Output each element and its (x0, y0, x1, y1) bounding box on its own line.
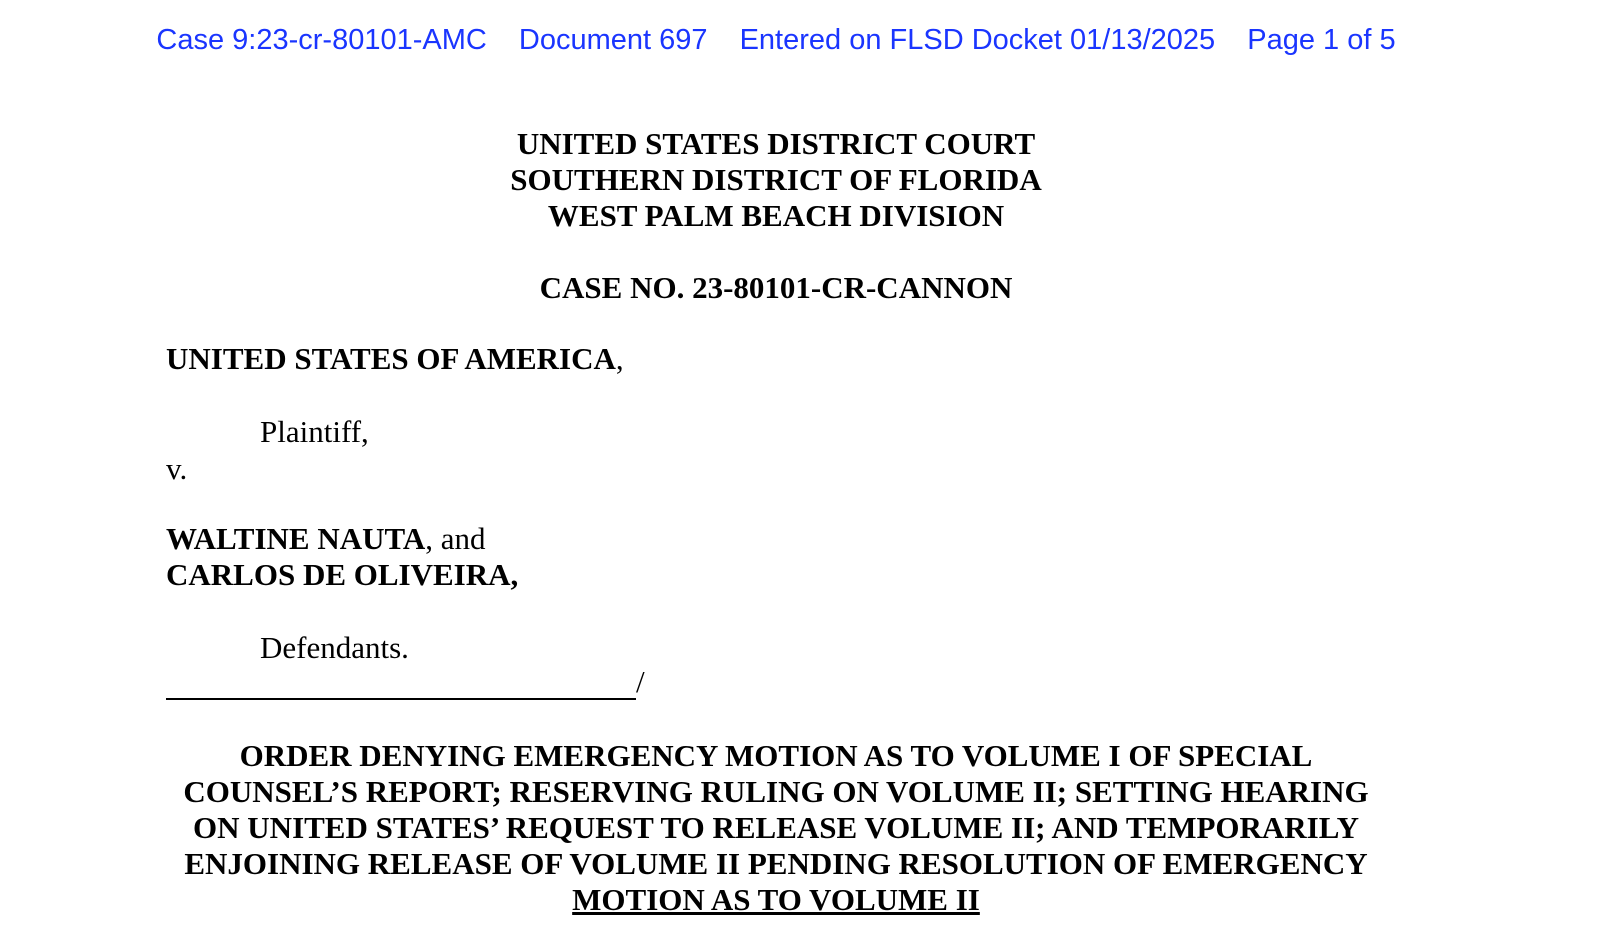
court-heading (0, 126, 1552, 234)
stamp-entered-date: Entered on FLSD Docket 01/13/2025 (739, 24, 1216, 56)
plaintiff-role: Plaintiff, (260, 414, 369, 449)
order-title-line-5 (0, 882, 1552, 918)
defendant-2-name: CARLOS DE OLIVEIRA, (166, 557, 519, 592)
defendant-1-name: WALTINE NAUTA (166, 521, 426, 556)
plaintiff-name: UNITED STATES OF AMERICA (166, 341, 616, 376)
court-name: UNITED STATES DISTRICT COURT (516, 126, 1036, 161)
caption-rule (166, 668, 636, 700)
order-title-line-4: ENJOINING RELEASE OF VOLUME II PENDING RESOLUTION OF EMERGENCY (184, 846, 1368, 881)
plaintiff-comma: , (615, 341, 624, 376)
caption-slash: / (636, 664, 645, 699)
stamp-document-number: Document 697 (518, 24, 708, 56)
versus-label: v. (166, 451, 188, 486)
order-title (0, 738, 1552, 918)
stamp-page-number: Page 1 of 5 (1247, 24, 1396, 56)
court-division: WEST PALM BEACH DIVISION (547, 198, 1005, 233)
order-title-line-3: ON UNITED STATES’ REQUEST TO RELEASE VOLUME II; AND TEMPORARILY (193, 810, 1359, 845)
court-district: SOUTHERN DISTRICT OF FLORIDA (510, 162, 1042, 197)
case-number-heading: CASE NO. 23-80101-CR-CANNON (539, 270, 1013, 305)
defendant-1-suffix: , and (425, 521, 486, 556)
order-title-line-2: COUNSEL’S REPORT; RESERVING RULING ON VOLUME II; SETTING HEARING (183, 774, 1369, 809)
order-title-underlined: MOTION AS TO VOLUME II (572, 882, 980, 917)
defendant-role: Defendants. (260, 630, 409, 665)
caption-separator (166, 664, 645, 700)
defendant-line-1 (166, 521, 486, 557)
plaintiff-line (166, 341, 624, 377)
docket-stamp-header (0, 20, 1552, 60)
stamp-case-number: Case 9:23-cr-80101-AMC (156, 24, 487, 56)
order-title-line-1: ORDER DENYING EMERGENCY MOTION AS TO VOLUME I OF SPECIAL (239, 738, 1313, 773)
